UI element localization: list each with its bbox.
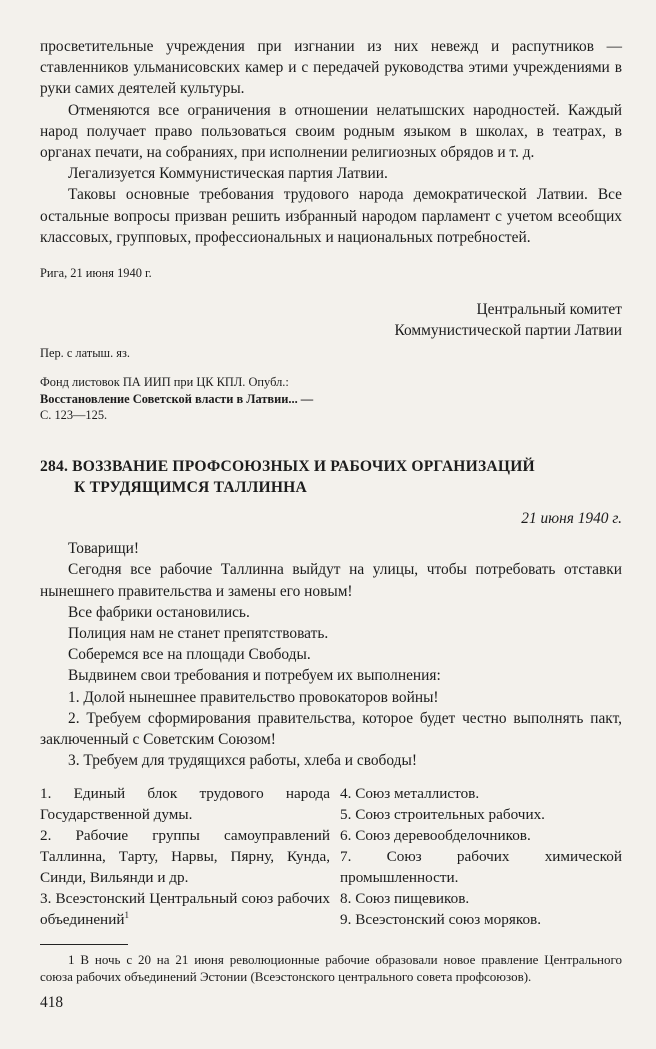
appeal-line: 1. Долой нынешнее правительство провокаторов войны! [68, 688, 439, 706]
document-heading-line-2: К ТРУДЯЩИМСЯ ТАЛЛИННА [74, 478, 307, 496]
signatory-item: 2. Рабочие группы самоуправлений Таллинна, Тарту, Нарвы, Пярну, Кунда, Синди, Вильянди и др. [40, 827, 330, 887]
document-page [40, 36, 622, 985]
document-date: 21 июня 1940 г. [521, 509, 622, 527]
footnote-marker: 1 [124, 910, 129, 921]
footnote-divider [40, 944, 128, 945]
source-line-1: Фонд листовок ПА ИИП при ЦК КПЛ. Опубл.: [40, 375, 289, 390]
translation-note: Пер. с латыш. яз. [40, 345, 130, 360]
source-line-3: С. 123—125. [40, 408, 108, 423]
appeal-line: Выдвинем свои требования и потребуем их выполнения: [68, 667, 441, 685]
signatory-item: 7. Союз рабочих химической промышленности. [340, 848, 622, 887]
source-reference [40, 374, 622, 424]
paragraph-demands-summary: Таковы основные требования трудового народа демократической Латвии. Все остальные вопросы призван решить избранный народом парламент с учетом всеобщих классовых, групповых, профессиональных и национальных потребностей. [40, 186, 622, 246]
signatory-item-text: 3. Всеэстонский Центральный союз рабочих объединений [40, 890, 330, 929]
paragraph-nationalities: Отменяются все ограничения в отношении нелатышских народностей. Каждый народ получает право пользоваться своим родным языком в школах, в театрах, в органах печати, на собраниях, при исполнении религиозных обрядов и т. д. [40, 101, 622, 162]
appeal-line: Товарищи! [68, 540, 139, 558]
signatory-item: 8. Союз пищевиков. [340, 890, 470, 908]
footnote [40, 951, 622, 985]
signatory-item: 5. Союз строительных рабочих. [340, 806, 545, 824]
appeal-line: 2. Требуем сформирования правительства, которое будет честно выполнять пакт, заключенный с Советским Союзом! [40, 709, 622, 748]
appeal-line: Полиция нам не станет препятствовать. [68, 624, 329, 642]
document-heading [40, 456, 622, 498]
paragraph-continued: просветительные учреждения при изгнании из них невежд и распутников — ставленников ульманисовских камер и с передачей руководства этими учреждениями в руки самих деятелей культуры. [40, 38, 622, 98]
footnote-number: 1 [68, 952, 75, 968]
appeal-text [40, 538, 622, 771]
signature-line-1: Центральный комитет [476, 300, 622, 318]
paragraph-legalization: Легализуется Коммунистическая партия Латвии. [68, 165, 388, 183]
place-date: Рига, 21 июня 1940 г. [40, 266, 152, 281]
signatory-item: 4. Союз металлистов. [340, 785, 480, 803]
signatory-item: 6. Союз деревообделочников. [340, 827, 531, 845]
signatories-left-column [40, 783, 330, 930]
signature-line-2: Коммунистической партии Латвии [394, 321, 622, 339]
signatory-item: 9. Всеэстонский союз моряков. [340, 911, 542, 929]
footnote-text: В ночь с 20 на 21 июня революционные рабочие образовали новое правление Центрального союза рабочих объединений Эстонии (Всеэстонского центрального совета профсоюзов). [40, 952, 622, 985]
signatories [40, 783, 622, 930]
signatory-item [40, 888, 330, 930]
signatory-item: 1. Единый блок трудового народа Государственной думы. [40, 785, 330, 824]
appeal-line: Сегодня все рабочие Таллинна выйдут на улицы, чтобы потребовать отставки нынешнего правительства и замены его новым! [40, 561, 622, 600]
page-number: 418 [40, 994, 64, 1011]
appeal-line: Соберемся все на площади Свободы. [68, 646, 311, 664]
signatories-right-column [340, 783, 622, 930]
appeal-line: Все фабрики остановились. [68, 603, 250, 621]
source-line-2: Восстановление Советской власти в Латвии... — [40, 391, 314, 406]
appeal-line: 3. Требуем для трудящихся работы, хлеба и свободы! [68, 752, 417, 770]
document-heading-line-1: 284. ВОЗЗВАНИЕ ПРОФСОЮЗНЫХ И РАБОЧИХ ОРГАНИЗАЦИЙ [40, 457, 535, 475]
